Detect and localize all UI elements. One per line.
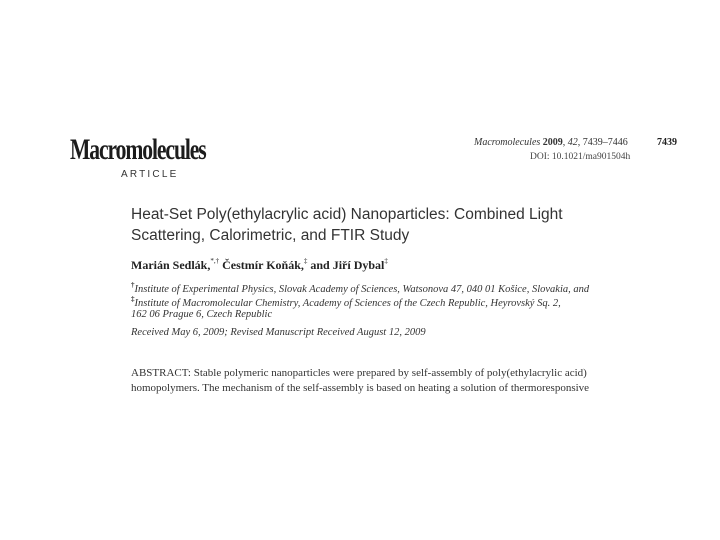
author-2-marks: ‡ xyxy=(303,257,308,265)
page-number: 7439 xyxy=(657,137,677,148)
abstract-line-2: homopolymers. The mechanism of the self-assembly is based on heating a solution of thermoresponsive xyxy=(131,382,590,394)
affiliation-3: 162 06 Prague 6, Czech Republic xyxy=(131,309,273,320)
journal-logo: Macromolecules xyxy=(70,133,206,166)
section-label: ARTICLE xyxy=(121,169,179,180)
citation-pages: 7439–7446 xyxy=(582,137,628,148)
author-1-marks: *,† xyxy=(210,257,220,265)
affiliation-1-mark: † xyxy=(131,281,135,289)
citation-journal: Macromolecules xyxy=(474,137,541,148)
affiliation-2 xyxy=(131,295,561,309)
paper-title xyxy=(131,204,563,246)
author-list xyxy=(131,257,388,273)
doi[interactable]: DOI: 10.1021/ma901504h xyxy=(530,152,631,162)
author-1: Marián Sedlák, xyxy=(131,258,211,272)
affiliation-2-mark: ‡ xyxy=(131,295,135,303)
citation-line: Macromolecules 2009, 42, 7439–7446 xyxy=(474,137,628,148)
affiliation-1-text: Institute of Experimental Physics, Slovak Academy of Sciences, Watsonova 47, 040 01 Košice, Slovakia, and xyxy=(134,284,590,295)
affiliation-1 xyxy=(131,281,589,295)
affiliation-2-text: Institute of Macromolecular Chemistry, Academy of Sciences of the Czech Republic, Heyrovský Sq. 2, xyxy=(134,298,561,309)
title-line-1: Heat-Set Poly(ethylacrylic acid) Nanoparticles: Combined Light xyxy=(131,206,563,223)
abstract-line-1: ABSTRACT: Stable polymeric nanoparticles were prepared by self-assembly of poly(ethylacrylic acid) xyxy=(131,367,587,379)
author-3: and Jiří Dybal xyxy=(307,258,385,272)
title-line-2: Scattering, Calorimetric, and FTIR Study xyxy=(131,227,410,244)
author-2: Čestmír Koňák, xyxy=(219,258,304,272)
citation-year: 2009 xyxy=(542,137,563,148)
author-3-marks: ‡ xyxy=(384,257,388,265)
citation-volume: 42 xyxy=(567,137,578,148)
received-dates: Received May 6, 2009; Revised Manuscript Received August 12, 2009 xyxy=(131,327,426,338)
